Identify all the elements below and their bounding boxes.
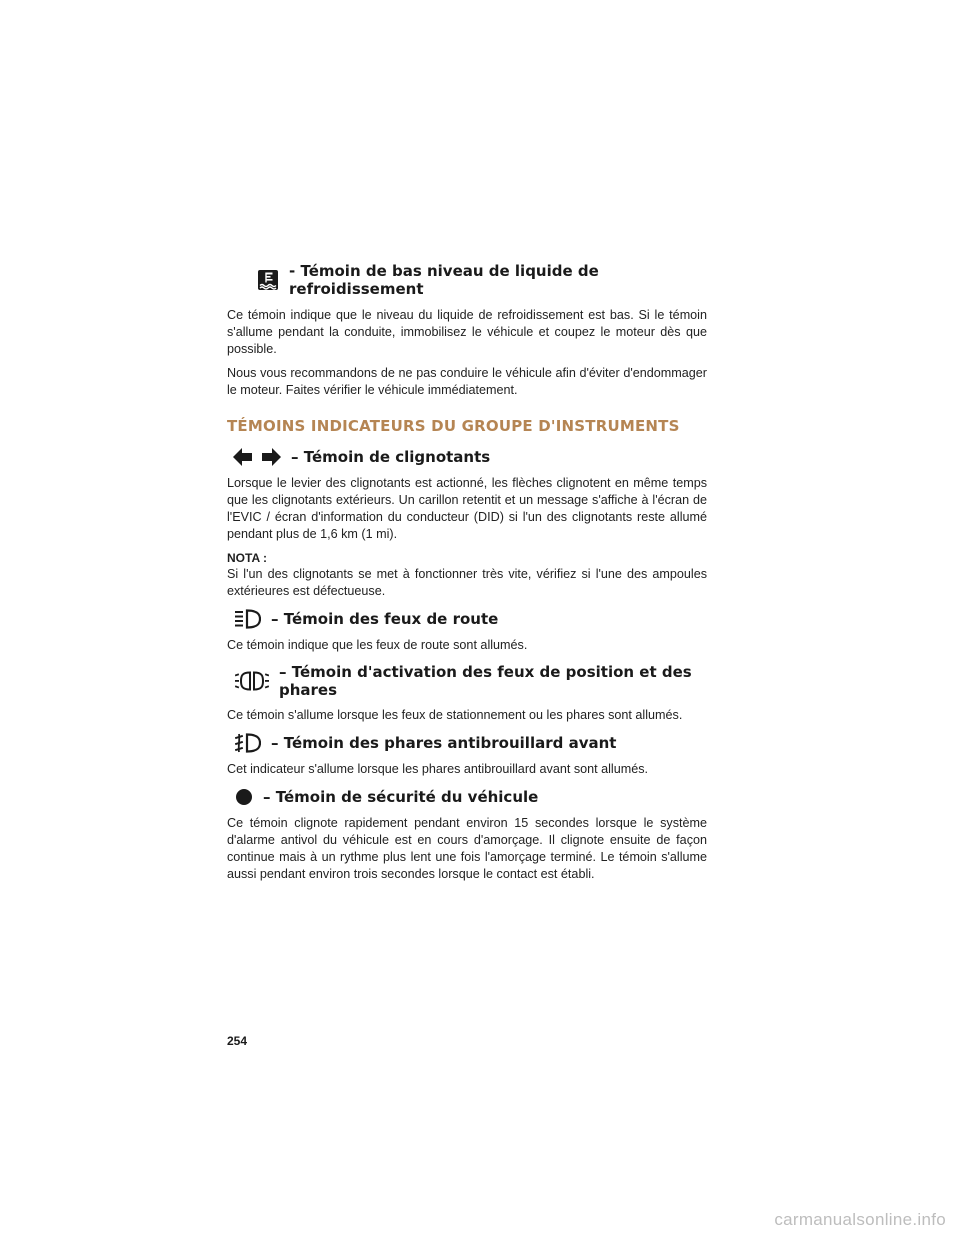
parking-lights-icon	[235, 671, 269, 691]
watermark[interactable]: carmanualsonline.info	[774, 1210, 946, 1229]
position-lights-para: Ce témoin s'allume lorsque les feux de stationnement ou les phares sont allumés.	[227, 708, 683, 722]
coolant-warning-para1: Ce témoin indique que le niveau du liquide de refroidissement est bas. Si le témoin s'allume pendant la conduite, immobilisez le véhicule et coupez le moteur dès que possible.	[227, 308, 707, 356]
fog-lights-para: Cet indicateur s'allume lorsque les phares antibrouillard avant sont allumés.	[227, 762, 649, 776]
coolant-warning-heading	[257, 262, 707, 298]
coolant-warning-para2: Nous vous recommandons de ne pas conduire le véhicule afin d'éviter d'endommager le moteur. Faites vérifier le véhicule immédiatement.	[227, 366, 707, 397]
manual-page-content	[227, 262, 707, 883]
high-beam-para: Ce témoin indique que les feux de route sont allumés.	[227, 638, 528, 652]
note-label: NOTA :	[227, 551, 267, 565]
turn-signal-title: – Témoin de clignotants	[291, 448, 491, 466]
position-lights-heading	[235, 663, 707, 699]
security-title: – Témoin de sécurité du véhicule	[263, 788, 539, 806]
section-title: TÉMOINS INDICATEURS DU GROUPE D'INSTRUMENTS	[227, 417, 680, 435]
security-para: Ce témoin clignote rapidement pendant environ 15 secondes lorsque le système d'alarme antivol du véhicule est en cours d'amorçage. Il clignote ensuite de façon continue mais à un rythme plus lent une fois l'amorçage terminé. Le témoin s'allume aussi pendant environ trois secondes lorsque le contact est établi.	[227, 816, 707, 881]
turn-signal-para: Lorsque le levier des clignotants est actionné, les flèches clignotent en même temps que les clignotants extérieurs. Un carillon retentit et un message s'affiche à l'écran de l'EVIC / écran d'information du conducteur (DID) si l'un des clignotants reste allumé pendant plus de 1,6 km (1 mi).	[227, 476, 707, 541]
fog-lights-title: – Témoin des phares antibrouillard avant	[271, 734, 617, 752]
coolant-warning-title: - Témoin de bas niveau de liquide de refroidissement	[289, 262, 599, 298]
turn-signal-heading	[233, 448, 707, 466]
security-heading	[235, 788, 707, 806]
high-beam-heading	[235, 609, 707, 629]
high-beam-icon	[235, 609, 261, 629]
fog-lights-heading	[235, 733, 707, 753]
left-arrow-icon	[233, 448, 253, 466]
right-arrow-icon	[261, 448, 281, 466]
position-lights-title: – Témoin d'activation des feux de position et des phares	[279, 663, 692, 699]
security-dot-icon	[235, 788, 253, 806]
coolant-level-icon	[257, 269, 279, 291]
high-beam-title: – Témoin des feux de route	[271, 610, 499, 628]
front-fog-light-icon	[235, 733, 261, 753]
note-text: Si l'un des clignotants se met à fonctionner très vite, vérifiez si l'une des ampoules extérieures est défectueuse.	[227, 567, 707, 598]
page-number: 254	[227, 1034, 248, 1048]
